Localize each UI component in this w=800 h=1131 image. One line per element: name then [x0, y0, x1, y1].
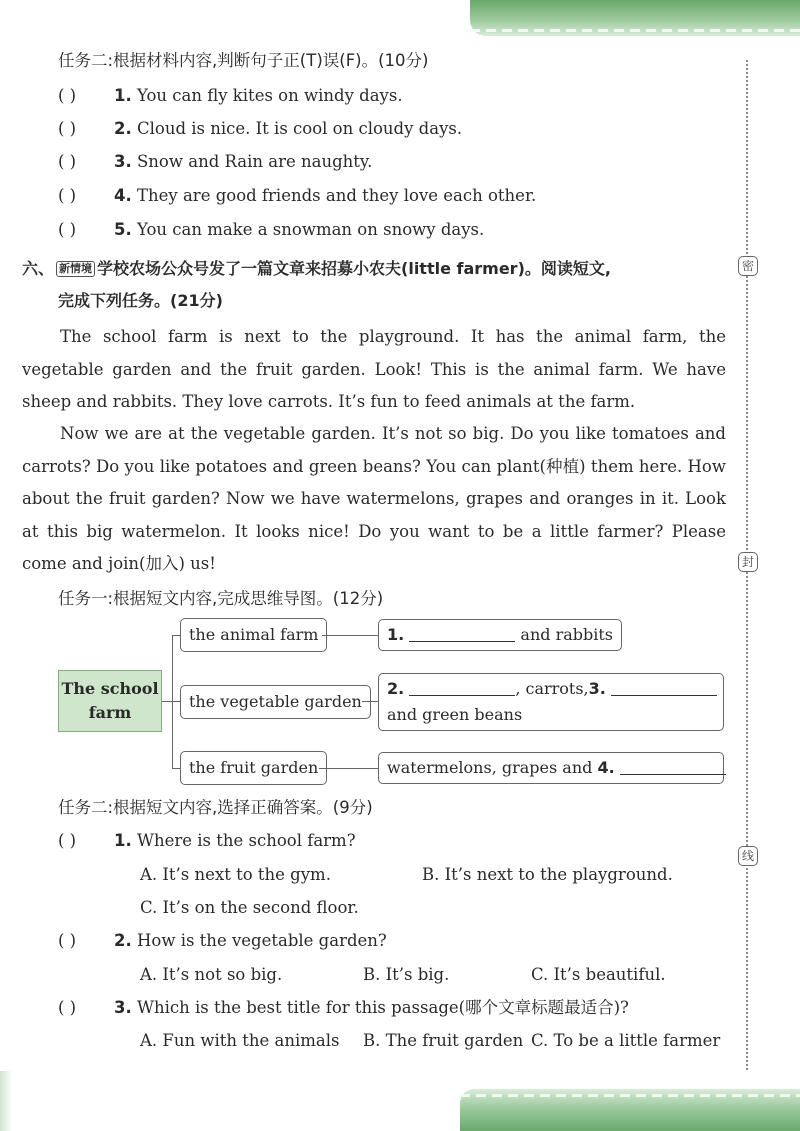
mc-question-1 — [58, 830, 356, 852]
option-a: A. It’s next to the gym. — [140, 865, 331, 884]
seal-mark-feng: 封 — [738, 552, 758, 572]
answer-blank-4[interactable] — [620, 774, 726, 775]
section-number: 六、 — [22, 259, 55, 278]
option-c: C. It’s on the second floor. — [140, 898, 359, 917]
section6-title-line2: 完成下列任务。(21分) — [58, 291, 223, 310]
branch-fruit-garden: the fruit garden — [180, 751, 327, 785]
leaf-text: and rabbits — [520, 625, 614, 644]
top-green-border — [470, 0, 800, 36]
task2-mc-heading: 任务二:根据短文内容,选择正确答案。(9分) — [58, 798, 373, 817]
item-number: 5. — [114, 220, 132, 239]
section-title-line1: 学校农场公众号发了一篇文章来招募小农夫(little farmer)。阅读短文, — [97, 259, 611, 278]
item-number: 1. — [114, 86, 132, 105]
branch-animal-farm: the animal farm — [180, 618, 327, 652]
item-number: 2. — [114, 119, 132, 138]
answer-blank-2[interactable] — [409, 695, 515, 696]
answer-paren[interactable]: ( ) — [58, 220, 77, 239]
mc-question-3 — [58, 997, 629, 1019]
seal-mark-mi: 密 — [738, 256, 758, 276]
tf-item-5 — [58, 219, 484, 241]
option-b: B. It’s big. — [363, 965, 450, 984]
tf-item-2 — [58, 118, 462, 140]
left-corner-decoration — [0, 1071, 12, 1131]
section6-title — [22, 258, 611, 280]
bottom-green-border — [460, 1089, 800, 1131]
connector-line — [172, 768, 180, 769]
connector-line — [322, 635, 378, 636]
answer-paren[interactable]: ( ) — [58, 152, 77, 171]
answer-paren[interactable]: ( ) — [58, 998, 77, 1017]
item-number: 1. — [114, 831, 132, 850]
task1-heading: 任务一:根据短文内容,完成思维导图。(12分) — [58, 589, 384, 608]
option-c: C. It’s beautiful. — [531, 965, 666, 984]
tf-item-4 — [58, 185, 536, 207]
tf-item-3 — [58, 151, 372, 173]
seal-mark-xian: 线 — [738, 846, 758, 866]
item-text: They are good friends and they love each other. — [137, 186, 537, 205]
blank-number: 2. — [387, 679, 405, 698]
mc-question-2 — [58, 930, 387, 952]
leaf-text: , carrots, — [515, 679, 589, 698]
root-label-line1: The school — [61, 679, 159, 698]
leaf-fruits — [378, 752, 724, 784]
mindmap-root — [58, 670, 162, 732]
item-number: 2. — [114, 931, 132, 950]
item-number: 4. — [114, 186, 132, 205]
question-text: How is the vegetable garden? — [137, 931, 387, 950]
task2-tf-heading: 任务二:根据材料内容,判断句子正(T)误(F)。(10分) — [58, 51, 429, 70]
blank-number: 1. — [387, 625, 405, 644]
item-number: 3. — [114, 998, 132, 1017]
option-a: A. Fun with the animals — [140, 1031, 340, 1050]
item-text: You can make a snowman on snowy days. — [137, 220, 485, 239]
option-b: B. It’s next to the playground. — [422, 865, 673, 884]
leaf-animals — [378, 619, 622, 651]
answer-paren[interactable]: ( ) — [58, 831, 77, 850]
option-b: B. The fruit garden — [363, 1031, 524, 1050]
blank-number: 4. — [597, 758, 615, 777]
item-text: Cloud is nice. It is cool on cloudy days. — [137, 119, 463, 138]
answer-paren[interactable]: ( ) — [58, 86, 77, 105]
answer-paren[interactable]: ( ) — [58, 931, 77, 950]
answer-paren[interactable]: ( ) — [58, 186, 77, 205]
connector-line — [362, 701, 378, 702]
blank-number: 3. — [588, 679, 606, 698]
root-label-line2: farm — [88, 703, 132, 722]
option-a: A. It’s not so big. — [140, 965, 283, 984]
leaf-text-line2: and green beans — [387, 705, 523, 724]
question-text: Where is the school farm? — [137, 831, 356, 850]
new-context-tag: 新情境 — [56, 261, 95, 277]
leaf-text: watermelons, grapes and — [387, 758, 593, 777]
option-c: C. To be a little farmer — [531, 1031, 721, 1050]
tf-item-1 — [58, 85, 403, 107]
leaf-vegetables — [378, 673, 724, 731]
question-text: Which is the best title for this passage(哪个文章标题最适合)? — [137, 998, 629, 1017]
connector-line — [172, 635, 180, 636]
branch-vegetable-garden: the vegetable garden — [180, 685, 371, 719]
answer-paren[interactable]: ( ) — [58, 119, 77, 138]
answer-blank-1[interactable] — [409, 641, 515, 642]
passage-paragraph-2: Now we are at the vegetable garden. It’s not so big. Do you like tomatoes and carrots? Do you like potatoes and green beans? You can plant(种植) them here. How about the fruit garden? Now we have watermelons, grapes and oranges in it. Look at this big watermelon. It looks nice! Do you want to be a little farmer? Please come and join(加入) us! — [22, 424, 726, 573]
item-text: You can fly kites on windy days. — [137, 86, 403, 105]
connector-line — [172, 701, 180, 702]
item-number: 3. — [114, 152, 132, 171]
item-text: Snow and Rain are naughty. — [137, 152, 373, 171]
connector-line — [319, 768, 378, 769]
answer-blank-3[interactable] — [611, 695, 717, 696]
connector-line — [162, 701, 172, 702]
passage-paragraph-1: The school farm is next to the playground. It has the animal farm, the vegetable garden and the fruit garden. Look! This is the animal farm. We have sheep and rabbits. They love carrots. It’s fun to feed animals at the farm. — [22, 327, 726, 411]
